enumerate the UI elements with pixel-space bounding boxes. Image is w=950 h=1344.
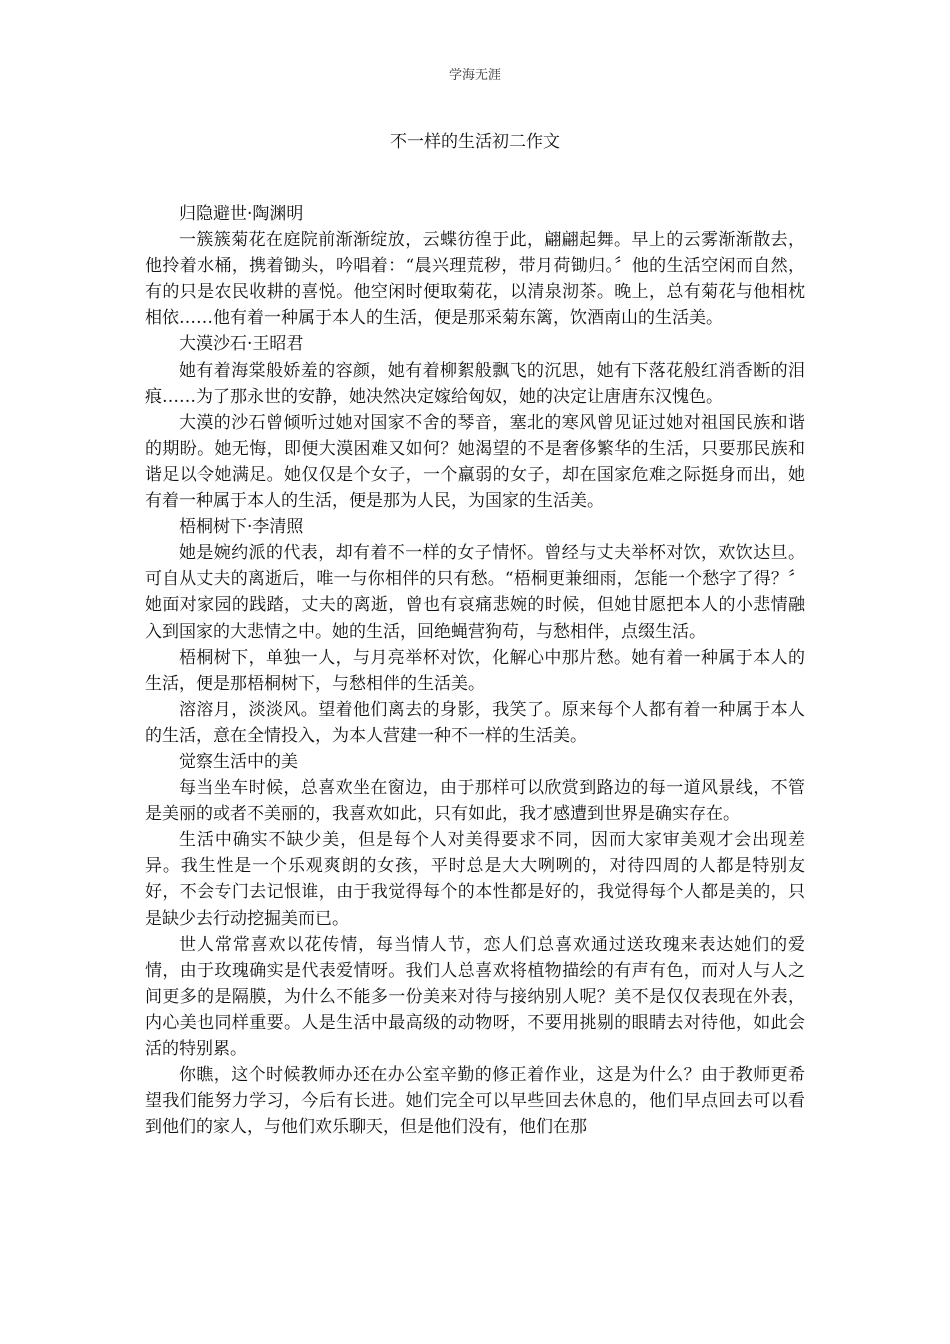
paragraph: 她有着海棠般娇羞的容颜，她有着柳絮般飘飞的沉思，她有下落花般红消香断的泪痕……为了那永世的安静，她决然决定嫁给匈奴，她的决定让唐唐东汉愧色。: [145, 360, 805, 407]
section-heading: 梧桐树下·李清照: [179, 517, 304, 538]
paragraph: 大漠的沙石曾倾听过她对国家不舍的琴音，塞北的寒风曾见证过她对祖国民族和谐的期盼。她无悔，即便大漠困难又如何？她渴望的不是奢侈繁华的生活，只要那民族和谐足以令她满足。她仅仅是个女子，一个羸弱的女子，却在国家危难之际挺身而出，她有着一种属于本人的生活，便是那为人民，为国家的生活美。: [145, 412, 805, 512]
section-heading: 大漠沙石·王昭君: [179, 334, 304, 355]
page-header: 学海无涯: [448, 68, 501, 83]
document-body: [145, 201, 805, 1140]
section-heading: 觉察生活中的美: [179, 751, 298, 772]
section-heading: 归隐避世·陶渊明: [179, 204, 304, 224]
paragraph: 世人常常喜欢以花传情，每当情人节，恋人们总喜欢通过送玫瑰来表达她们的爱情，由于玫瑰确实是代表爱情呀。我们人总喜欢将植物描绘的有声有色，而对人与人之间更多的是隔膜，为什么不能多一份美来对待与接纳别人呢？美不是仅仅表现在外表，内心美也同样重要。人是生活中最高级的动物呀，不要用挑剔的眼睛去对待他，如此会活的特别累。: [145, 934, 805, 1059]
paragraph: 生活中确实不缺少美，但是每个人对美得要求不同，因而大家审美观才会出现差异。我生性是一个乐观爽朗的女孩，平时总是大大咧咧的，对待四周的人都是特别友好，不会专门去记恨谁，由于我觉得每个的本性都是好的，我觉得每个人都是美的，只是缺少去行动挖掘美而已。: [145, 830, 805, 929]
paragraph: 你瞧，这个时候教师办还在办公室辛勤的修正着作业，这是为什么？由于教师更希望我们能努力学习，今后有长进。她们完全可以早些回去休息的，他们早点回去可以看到他们的家人，与他们欢乐聊天，但是他们没有，他们在那: [145, 1065, 805, 1138]
paragraph: 溶溶月，淡淡风。望着他们离去的身影，我笑了。原来每个人都有着一种属于本人的生活，意在全情投入，为本人营建一种不一样的生活美。: [145, 699, 805, 746]
paragraph: 梧桐树下，单独一人，与月亮举杯对饮，化解心中那片愁。她有着一种属于本人的生活，便是那梧桐树下，与愁相伴的生活美。: [145, 647, 805, 694]
paragraph: 她是婉约派的代表，却有着不一样的女子情怀。曾经与丈夫举杯对饮，欢饮达旦。可自从丈夫的离逝后，唯一与你相伴的只有愁。“梧桐更兼细雨，怎能一个愁字了得？〞她面对家园的践踏，丈夫的离逝，曾也有哀痛悲婉的时候，但她甘愿把本人的小悲情融入到国家的大悲情之中。她的生活，回绝蝇营狗苟，与愁相伴，点缀生活。: [145, 543, 805, 642]
document-title: 不一样的生活初二作文: [390, 132, 560, 152]
paragraph: 每当坐车时候，总喜欢坐在窗边，由于那样可以欣赏到路边的每一道风景线，不管是美丽的或者不美丽的，我喜欢如此，只有如此，我才感遭到世界是确实存在。: [145, 778, 805, 825]
paragraph: 一簇簇菊花在庭院前渐渐绽放，云蝶彷徨于此，翩翩起舞。早上的云雾渐渐散去，他拎着水桶，携着锄头，吟唱着：“晨兴理荒秽，带月荷锄归。〞他的生活空闲而自然，有的只是农民收耕的喜悦。他空闲时便取菊花，以清泉沏茶。晚上，总有菊花与他相枕相依……他有着一种属于本人的生活，便是那采菊东篱，饮酒南山的生活美。: [145, 230, 805, 329]
